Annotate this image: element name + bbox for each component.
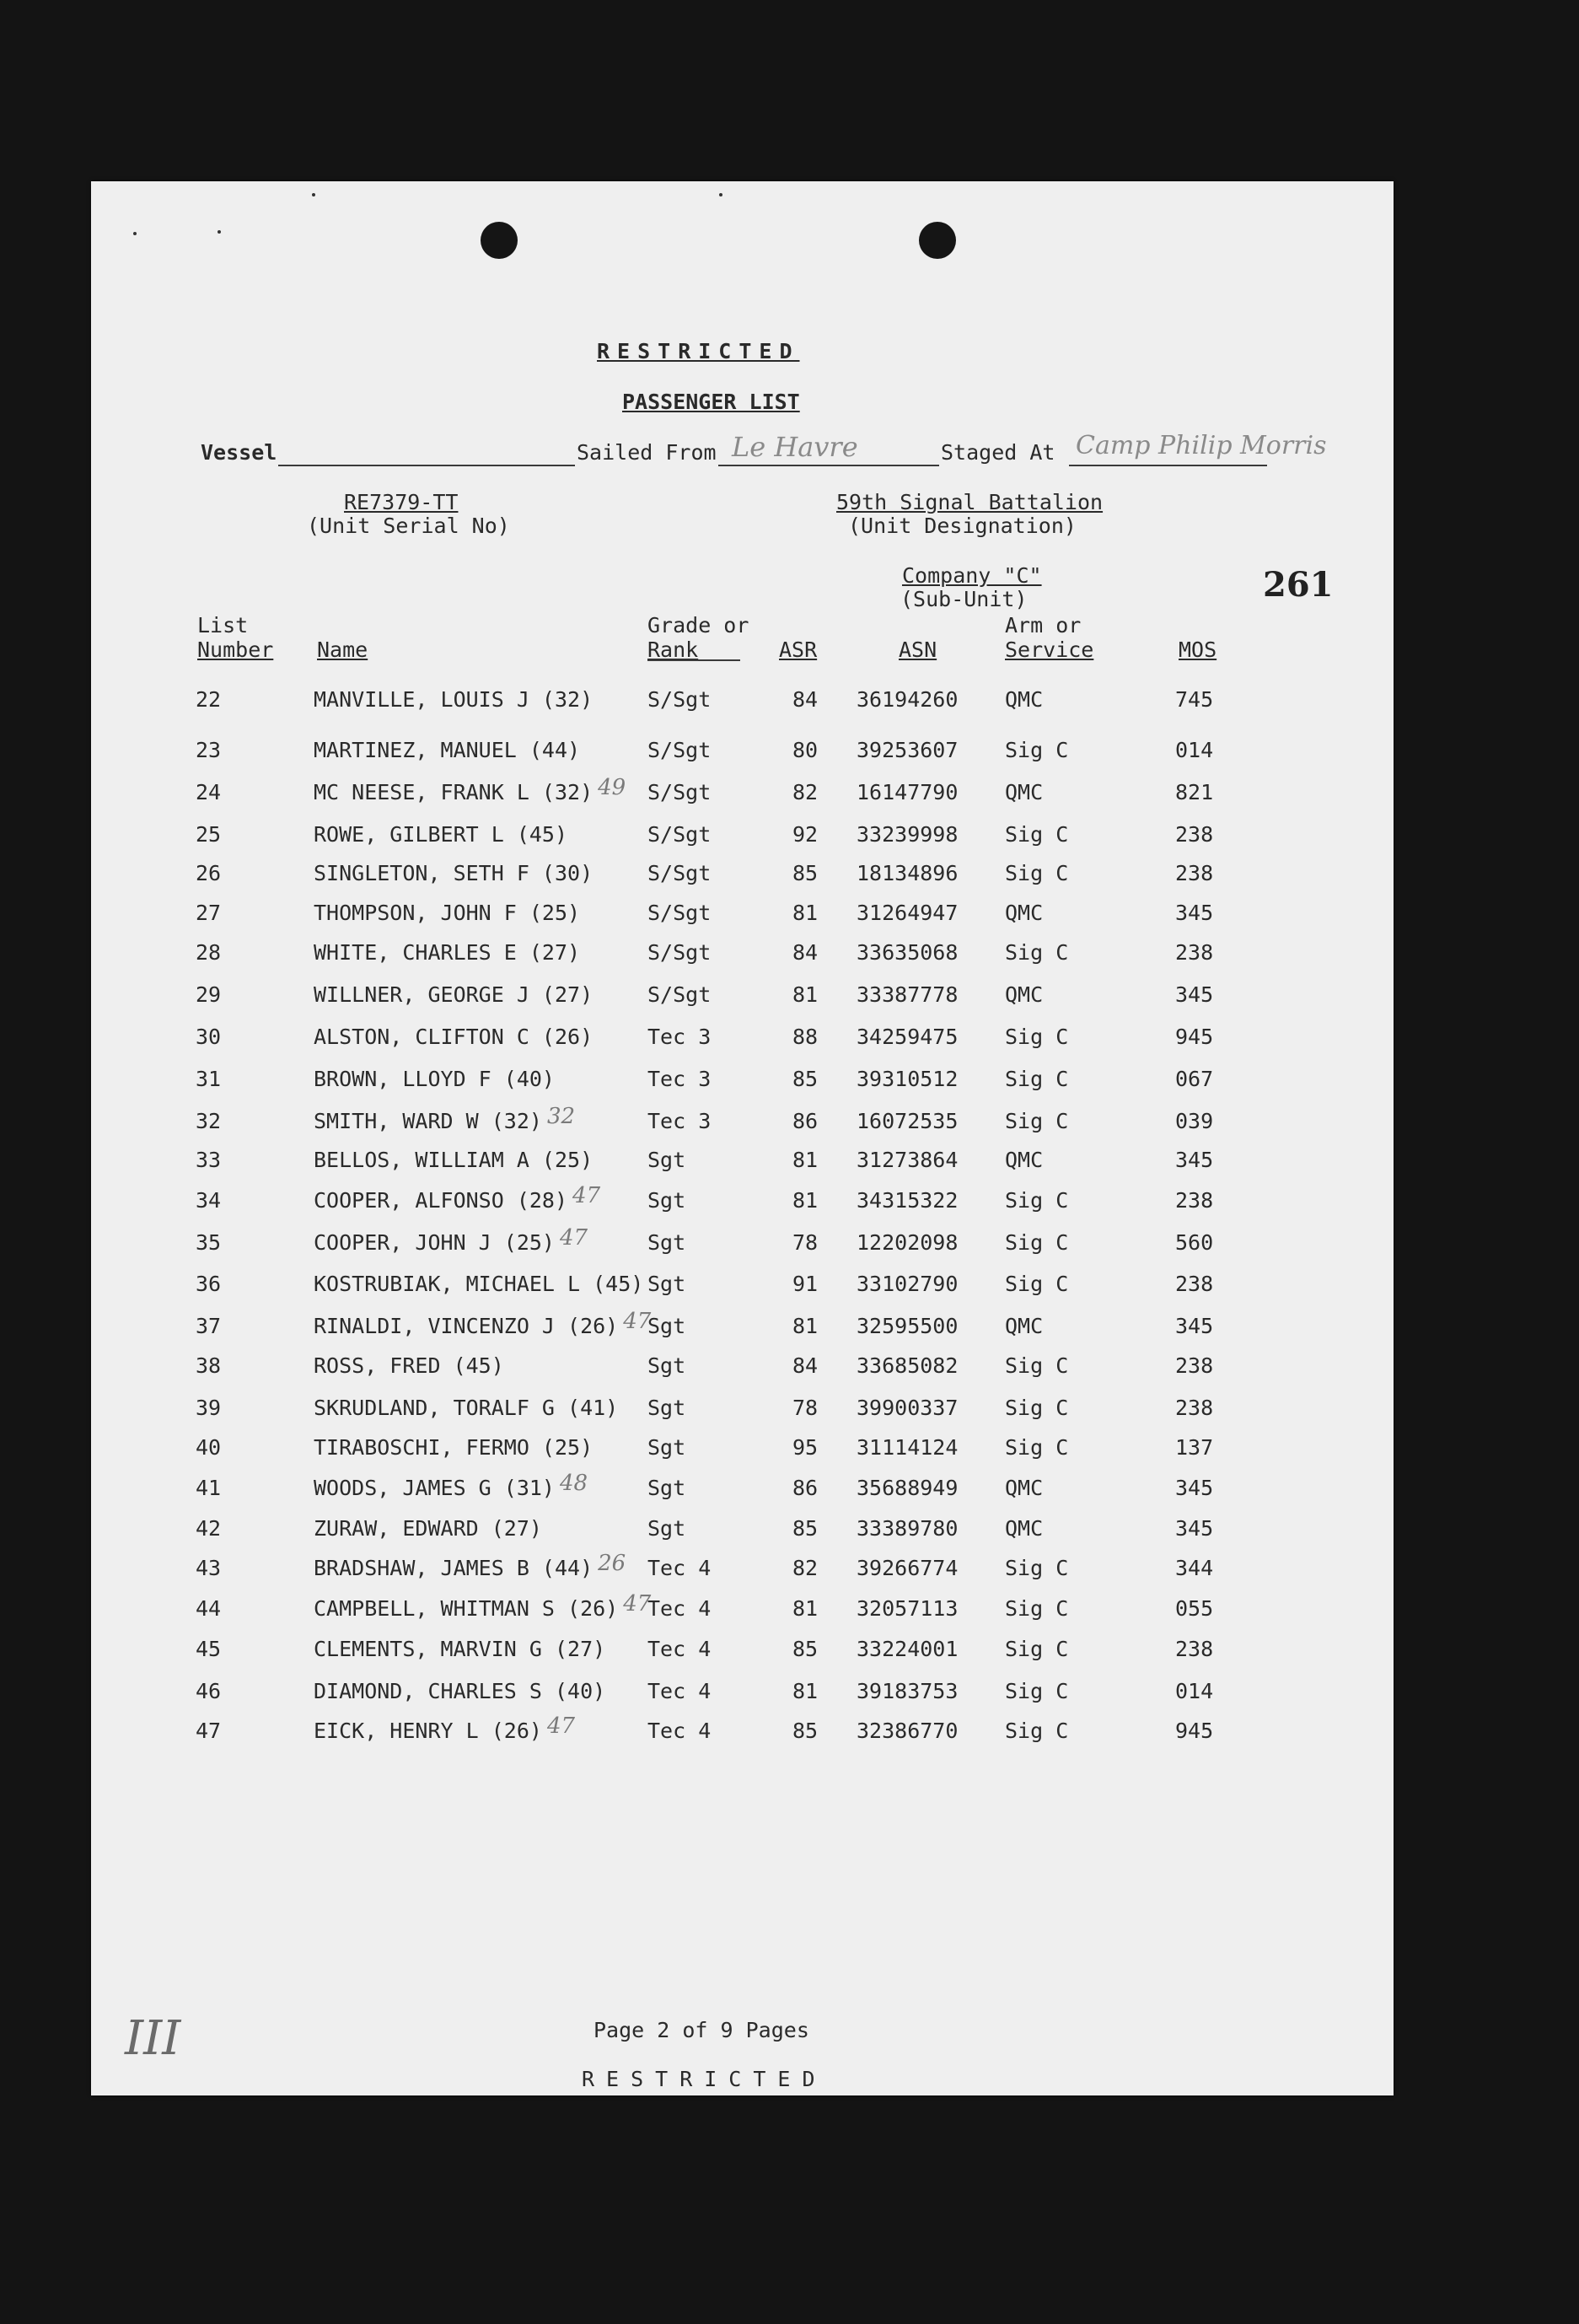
col-arm-2: Service [1005, 637, 1094, 662]
handwritten-annotation: 47 [623, 1309, 652, 1334]
arm-cell: Sig C [1005, 1719, 1069, 1743]
staged-at-label: Staged At [941, 440, 1055, 465]
name-cell: MARTINEZ, MANUEL (44) [314, 738, 581, 762]
col-list-number-2: Number [197, 637, 274, 662]
staged-at-line [1069, 465, 1267, 466]
name-cell: COOPER, ALFONSO (28) 47 [314, 1183, 601, 1213]
table-row [91, 1353, 1394, 1392]
table-row [91, 1104, 1394, 1148]
asr-cell: 85 [792, 1637, 819, 1661]
asn-cell: 33239998 [857, 822, 959, 847]
arm-cell: Sig C [1005, 1230, 1069, 1255]
table-row [91, 738, 1394, 777]
list-number-cell: 45 [196, 1637, 222, 1661]
asr-cell: 85 [792, 1719, 819, 1743]
table-row [91, 1713, 1394, 1757]
name-cell: THOMPSON, JOHN F (25) [314, 901, 581, 925]
arm-cell: Sig C [1005, 1396, 1069, 1420]
table-row [91, 1148, 1394, 1186]
grade-cell: Tec 4 [647, 1719, 712, 1743]
table-row [91, 1679, 1394, 1718]
table-row [91, 1435, 1394, 1474]
asr-cell: 81 [792, 1679, 819, 1703]
grade-cell: Tec 4 [647, 1637, 712, 1661]
mos-cell: 821 [1175, 780, 1214, 804]
list-number-cell: 31 [196, 1067, 222, 1091]
mos-cell: 344 [1175, 1556, 1214, 1580]
handwritten-annotation: 47 [559, 1225, 588, 1251]
arm-cell: Sig C [1005, 1637, 1069, 1661]
mos-cell: 238 [1175, 1396, 1214, 1420]
asn-cell: 34315322 [857, 1188, 959, 1213]
mos-cell: 238 [1175, 1637, 1214, 1661]
mos-cell: 137 [1175, 1435, 1214, 1460]
grade-cell: Sgt [647, 1148, 686, 1172]
asr-cell: 88 [792, 1025, 819, 1049]
handwritten-annotation: 26 [598, 1551, 626, 1576]
vessel-label: Vessel [201, 440, 277, 465]
asr-cell: 91 [792, 1272, 819, 1296]
mos-cell: 745 [1175, 687, 1214, 712]
handwritten-annotation: 48 [559, 1471, 588, 1496]
grade-cell: S/Sgt [647, 861, 712, 885]
asr-cell: 78 [792, 1396, 819, 1420]
arm-cell: QMC [1005, 1314, 1044, 1338]
asn-cell: 39310512 [857, 1067, 959, 1091]
table-row [91, 687, 1394, 726]
asn-cell: 31273864 [857, 1148, 959, 1172]
mos-cell: 345 [1175, 1476, 1214, 1500]
table-row [91, 1272, 1394, 1310]
table-row [91, 861, 1394, 900]
asr-cell: 84 [792, 940, 819, 965]
list-number-cell: 37 [196, 1314, 222, 1338]
arm-cell: Sig C [1005, 940, 1069, 965]
asn-cell: 33635068 [857, 940, 959, 965]
asn-cell: 39183753 [857, 1679, 959, 1703]
mos-cell: 238 [1175, 822, 1214, 847]
arm-cell: Sig C [1005, 822, 1069, 847]
asn-cell: 16072535 [857, 1109, 959, 1133]
asn-cell: 32057113 [857, 1596, 959, 1621]
handwritten-annotation: 47 [623, 1591, 652, 1617]
grade-cell: S/Sgt [647, 901, 712, 925]
list-number-cell: 35 [196, 1230, 222, 1255]
table-row [91, 940, 1394, 979]
name-cell: WILLNER, GEORGE J (27) [314, 982, 593, 1007]
asr-cell: 82 [792, 780, 819, 804]
mos-cell: 945 [1175, 1025, 1214, 1049]
grade-cell: Sgt [647, 1435, 686, 1460]
arm-cell: Sig C [1005, 1025, 1069, 1049]
list-number-cell: 40 [196, 1435, 222, 1460]
grade-cell: S/Sgt [647, 687, 712, 712]
name-cell: ROSS, FRED (45) [314, 1353, 504, 1378]
handwritten-annotation: 32 [546, 1104, 576, 1129]
asr-cell: 81 [792, 1314, 819, 1338]
arm-cell: Sig C [1005, 1596, 1069, 1621]
sub-unit-caption: (Sub-Unit) [900, 587, 1028, 611]
grade-cell: S/Sgt [647, 738, 712, 762]
asr-cell: 81 [792, 901, 819, 925]
name-cell: WHITE, CHARLES E (27) [314, 940, 581, 965]
table-row [91, 1637, 1394, 1676]
arm-cell: QMC [1005, 780, 1044, 804]
asn-cell: 31114124 [857, 1435, 959, 1460]
mos-cell: 345 [1175, 1148, 1214, 1172]
punch-hole-right [919, 222, 956, 259]
punch-hole-left [481, 222, 518, 259]
arm-cell: QMC [1005, 901, 1044, 925]
col-grade-1: Grade or [647, 613, 749, 637]
asr-cell: 81 [792, 982, 819, 1007]
list-number-cell: 41 [196, 1476, 222, 1500]
name-cell: WOODS, JAMES G (31) 48 [314, 1471, 588, 1500]
list-number-cell: 29 [196, 982, 222, 1007]
handwritten-annotation: 47 [546, 1713, 576, 1739]
margin-mark: III [125, 2011, 181, 2066]
document-title: PASSENGER LIST [622, 390, 800, 414]
list-number-cell: 27 [196, 901, 222, 925]
list-number-cell: 23 [196, 738, 222, 762]
name-cell: BROWN, LLOYD F (40) [314, 1067, 555, 1091]
sailed-from-label: Sailed From [577, 440, 717, 465]
grade-cell: S/Sgt [647, 940, 712, 965]
sailed-from-value: Le Havre [732, 431, 858, 463]
table-row [91, 1067, 1394, 1106]
col-list-number-1: List [197, 613, 249, 637]
arm-cell: QMC [1005, 1148, 1044, 1172]
staged-at-value: Camp Philip Morris [1076, 431, 1327, 460]
list-number-cell: 44 [196, 1596, 222, 1621]
arm-cell: Sig C [1005, 1435, 1069, 1460]
mos-cell: 055 [1175, 1596, 1214, 1621]
asn-cell: 39900337 [857, 1396, 959, 1420]
asr-cell: 92 [792, 822, 819, 847]
asr-cell: 80 [792, 738, 819, 762]
mos-cell: 345 [1175, 1516, 1214, 1541]
mos-cell: 238 [1175, 940, 1214, 965]
asr-cell: 86 [792, 1109, 819, 1133]
list-number-cell: 47 [196, 1719, 222, 1743]
grade-cell: Tec 4 [647, 1556, 712, 1580]
asn-cell: 39253607 [857, 738, 959, 762]
table-row [91, 1471, 1394, 1514]
table-row [91, 1551, 1394, 1595]
name-cell: DIAMOND, CHARLES S (40) [314, 1679, 606, 1703]
mos-cell: 238 [1175, 1353, 1214, 1378]
table-row [91, 901, 1394, 939]
list-number-cell: 26 [196, 861, 222, 885]
asn-cell: 39266774 [857, 1556, 959, 1580]
asr-cell: 84 [792, 687, 819, 712]
grade-cell: Tec 3 [647, 1067, 712, 1091]
grade-cell: Sgt [647, 1353, 686, 1378]
asr-cell: 81 [792, 1148, 819, 1172]
arm-cell: Sig C [1005, 1353, 1069, 1378]
document-page [91, 181, 1394, 2095]
asr-cell: 85 [792, 1067, 819, 1091]
name-cell: MANVILLE, LOUIS J (32) [314, 687, 593, 712]
asr-cell: 78 [792, 1230, 819, 1255]
mos-cell: 238 [1175, 1272, 1214, 1296]
asr-cell: 85 [792, 861, 819, 885]
asn-cell: 33389780 [857, 1516, 959, 1541]
asn-cell: 12202098 [857, 1230, 959, 1255]
table-row [91, 1025, 1394, 1063]
page-indicator: Page 2 of 9 Pages [593, 2018, 809, 2042]
name-cell: SKRUDLAND, TORALF G (41) [314, 1396, 619, 1420]
page-stamp-number: 261 [1263, 565, 1334, 605]
grade-cell: Sgt [647, 1314, 686, 1338]
mos-cell: 039 [1175, 1109, 1214, 1133]
arm-cell: QMC [1005, 1516, 1044, 1541]
handwritten-annotation: 49 [598, 775, 626, 800]
speck [133, 232, 137, 235]
grade-cell: Tec 4 [647, 1596, 712, 1621]
grade-cell: Tec 3 [647, 1109, 712, 1133]
mos-cell: 560 [1175, 1230, 1214, 1255]
list-number-cell: 36 [196, 1272, 222, 1296]
table-row [91, 1516, 1394, 1555]
grade-cell: Sgt [647, 1272, 686, 1296]
name-cell: BRADSHAW, JAMES B (44) 26 [314, 1551, 626, 1580]
grade-cell: Sgt [647, 1230, 686, 1255]
name-cell: SINGLETON, SETH F (30) [314, 861, 593, 885]
grade-cell: Sgt [647, 1516, 686, 1541]
table-row [91, 1591, 1394, 1635]
asn-cell: 18134896 [857, 861, 959, 885]
asr-cell: 95 [792, 1435, 819, 1460]
name-cell: EICK, HENRY L (26) 47 [314, 1713, 576, 1743]
table-row [91, 822, 1394, 861]
asr-cell: 85 [792, 1516, 819, 1541]
arm-cell: Sig C [1005, 1556, 1069, 1580]
table-row [91, 1309, 1394, 1353]
grade-cell: Tec 4 [647, 1679, 712, 1703]
asr-cell: 82 [792, 1556, 819, 1580]
arm-cell: Sig C [1005, 738, 1069, 762]
col-asn: ASN [899, 637, 937, 662]
asr-cell: 81 [792, 1188, 819, 1213]
arm-cell: QMC [1005, 1476, 1044, 1500]
table-row [91, 1183, 1394, 1227]
col-grade-underline [647, 659, 740, 661]
mos-cell: 945 [1175, 1719, 1214, 1743]
list-number-cell: 39 [196, 1396, 222, 1420]
mos-cell: 238 [1175, 1188, 1214, 1213]
grade-cell: Tec 3 [647, 1025, 712, 1049]
name-cell: CLEMENTS, MARVIN G (27) [314, 1637, 606, 1661]
list-number-cell: 28 [196, 940, 222, 965]
name-cell: CAMPBELL, WHITMAN S (26) 47 [314, 1591, 652, 1621]
mos-cell: 238 [1175, 861, 1214, 885]
arm-cell: QMC [1005, 982, 1044, 1007]
grade-cell: S/Sgt [647, 822, 712, 847]
col-name: Name [317, 637, 368, 662]
arm-cell: Sig C [1005, 1272, 1069, 1296]
name-cell: ALSTON, CLIFTON C (26) [314, 1025, 593, 1049]
asn-cell: 34259475 [857, 1025, 959, 1049]
list-number-cell: 46 [196, 1679, 222, 1703]
mos-cell: 067 [1175, 1067, 1214, 1091]
asn-cell: 32386770 [857, 1719, 959, 1743]
table-row [91, 1225, 1394, 1269]
mos-cell: 345 [1175, 901, 1214, 925]
arm-cell: Sig C [1005, 861, 1069, 885]
grade-cell: Sgt [647, 1188, 686, 1213]
col-arm-1: Arm or [1005, 613, 1082, 637]
name-cell: ZURAW, EDWARD (27) [314, 1516, 542, 1541]
mos-cell: 345 [1175, 982, 1214, 1007]
name-cell: COOPER, JOHN J (25) 47 [314, 1225, 588, 1255]
list-number-cell: 33 [196, 1148, 222, 1172]
classification-footer: RESTRICTED [582, 2067, 827, 2091]
vessel-line [278, 465, 575, 466]
grade-cell: Sgt [647, 1396, 686, 1420]
name-cell: SMITH, WARD W (32) 32 [314, 1104, 576, 1133]
grade-cell: S/Sgt [647, 780, 712, 804]
speck [312, 193, 315, 196]
arm-cell: QMC [1005, 687, 1044, 712]
asn-cell: 31264947 [857, 901, 959, 925]
list-number-cell: 34 [196, 1188, 222, 1213]
sub-unit: Company "C" [902, 563, 1042, 588]
table-row [91, 982, 1394, 1021]
col-grade-2: Rank [647, 637, 699, 662]
unit-serial: RE7379-TT [344, 490, 459, 514]
arm-cell: Sig C [1005, 1188, 1069, 1213]
list-number-cell: 32 [196, 1109, 222, 1133]
speck [719, 193, 722, 196]
classification-header: RESTRICTED [597, 339, 800, 363]
name-cell: RINALDI, VINCENZO J (26) 47 [314, 1309, 652, 1338]
arm-cell: Sig C [1005, 1109, 1069, 1133]
speck [218, 230, 221, 234]
asn-cell: 33387778 [857, 982, 959, 1007]
table-row [91, 775, 1394, 819]
asr-cell: 84 [792, 1353, 819, 1378]
arm-cell: Sig C [1005, 1067, 1069, 1091]
asr-cell: 81 [792, 1596, 819, 1621]
list-number-cell: 38 [196, 1353, 222, 1378]
list-number-cell: 42 [196, 1516, 222, 1541]
handwritten-annotation: 47 [572, 1183, 601, 1208]
asn-cell: 16147790 [857, 780, 959, 804]
table-row [91, 1396, 1394, 1434]
mos-cell: 345 [1175, 1314, 1214, 1338]
list-number-cell: 30 [196, 1025, 222, 1049]
col-mos: MOS [1179, 637, 1217, 662]
name-cell: BELLOS, WILLIAM A (25) [314, 1148, 593, 1172]
list-number-cell: 25 [196, 822, 222, 847]
name-cell: MC NEESE, FRANK L (32) 49 [314, 775, 626, 804]
asn-cell: 35688949 [857, 1476, 959, 1500]
arm-cell: Sig C [1005, 1679, 1069, 1703]
grade-cell: S/Sgt [647, 982, 712, 1007]
asn-cell: 33685082 [857, 1353, 959, 1378]
asn-cell: 32595500 [857, 1314, 959, 1338]
asn-cell: 33224001 [857, 1637, 959, 1661]
unit-designation: 59th Signal Battalion [836, 490, 1104, 514]
col-asr: ASR [779, 637, 818, 662]
asr-cell: 86 [792, 1476, 819, 1500]
asn-cell: 36194260 [857, 687, 959, 712]
name-cell: KOSTRUBIAK, MICHAEL L (45) [314, 1272, 644, 1296]
list-number-cell: 24 [196, 780, 222, 804]
mos-cell: 014 [1175, 738, 1214, 762]
mos-cell: 014 [1175, 1679, 1214, 1703]
name-cell: ROWE, GILBERT L (45) [314, 822, 568, 847]
grade-cell: Sgt [647, 1476, 686, 1500]
unit-serial-caption: (Unit Serial No) [307, 514, 510, 538]
sailed-from-line [718, 465, 939, 466]
asn-cell: 33102790 [857, 1272, 959, 1296]
list-number-cell: 22 [196, 687, 222, 712]
list-number-cell: 43 [196, 1556, 222, 1580]
name-cell: TIRABOSCHI, FERMO (25) [314, 1435, 593, 1460]
unit-designation-caption: (Unit Designation) [848, 514, 1077, 538]
